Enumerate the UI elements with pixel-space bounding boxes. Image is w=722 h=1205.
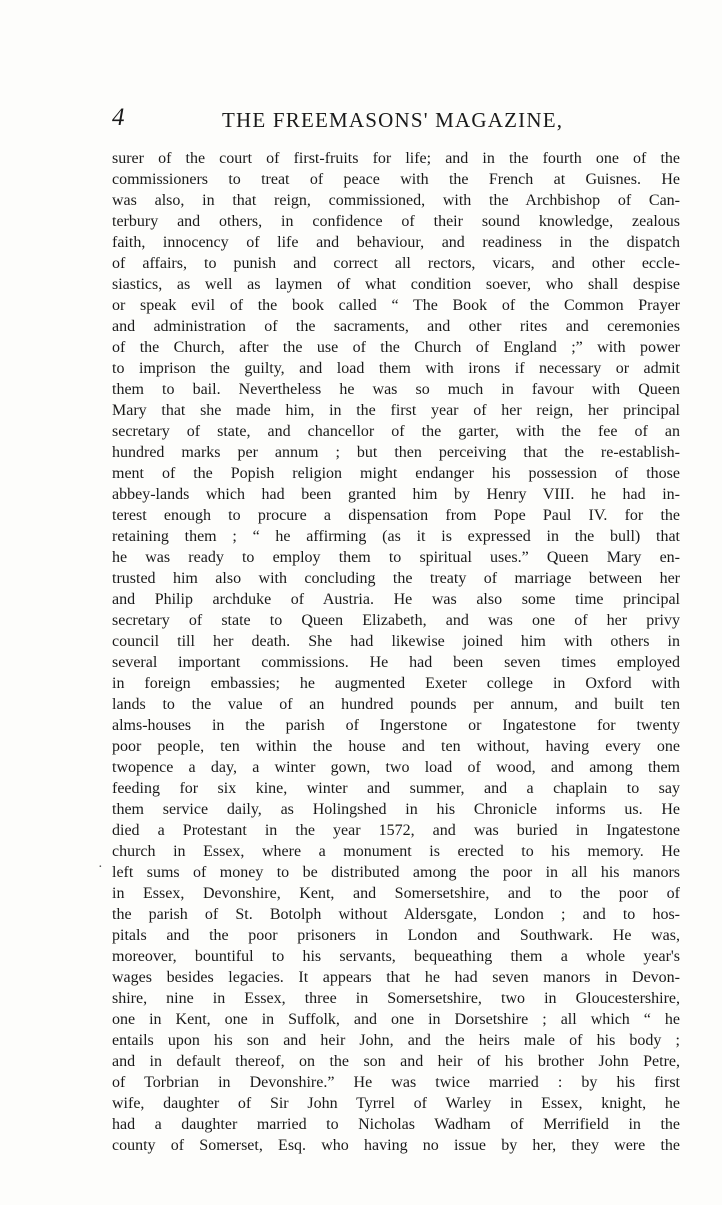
text-line: and Philip archduke of Austria. He was also some time principal <box>112 591 680 608</box>
text-line: was also, in that reign, commissioned, with the Archbishop of Can- <box>112 192 680 209</box>
text-line: or speak evil of the book called “ The Book of the Common Prayer <box>112 297 680 314</box>
margin-mark: · <box>98 860 103 875</box>
text-line: commissioners to treat of peace with the French at Guisnes. He <box>112 171 680 188</box>
text-line: faith, innocency of life and behaviour, and readiness in the dispatch <box>112 234 680 251</box>
text-line: twopence a day, a winter gown, two load of wood, and among them <box>112 759 680 776</box>
text-line: feeding for six kine, winter and summer, and a chaplain to say <box>112 780 680 797</box>
text-line: left sums of money to be distributed among the poor in all his manors <box>112 864 680 881</box>
text-line: church in Essex, where a monument is erected to his memory. He <box>112 843 680 860</box>
text-line: wages besides legacies. It appears that he had seven manors in Devon- <box>112 969 680 986</box>
text-line: the parish of St. Botolph without Aldersgate, London ; and to hos- <box>112 906 680 923</box>
text-line: secretary of state, and chancellor of the garter, with the fee of an <box>112 423 680 440</box>
text-line: alms-houses in the parish of Ingerstone or Ingatestone for twenty <box>112 717 680 734</box>
text-line: several important commissions. He had been seven times employed <box>112 654 680 671</box>
text-line: of affairs, to punish and correct all rectors, vicars, and other eccle- <box>112 255 680 272</box>
text-line: hundred marks per annum ; but then perceiving that the re-establish- <box>112 444 680 461</box>
text-line: one in Kent, one in Suffolk, and one in Dorsetshire ; all which “ he <box>112 1011 680 1028</box>
text-line: lands to the value of an hundred pounds per annum, and built ten <box>112 696 680 713</box>
text-line: of Torbrian in Devonshire.” He was twice married : by his first <box>112 1074 680 1091</box>
text-line: he was ready to employ them to spiritual uses.” Queen Mary en- <box>112 549 680 566</box>
text-line: in foreign embassies; he augmented Exeter college in Oxford with <box>112 675 680 692</box>
text-line: entails upon his son and heir John, and the heirs male of his body ; <box>112 1032 680 1049</box>
text-line: pitals and the poor prisoners in London and Southwark. He was, <box>112 927 680 944</box>
text-line: them to bail. Nevertheless he was so much in favour with Queen <box>112 381 680 398</box>
text-line: terbury and others, in confidence of their sound knowledge, zealous <box>112 213 680 230</box>
text-line: had a daughter married to Nicholas Wadham of Merrifield in the <box>112 1116 680 1133</box>
text-line: in Essex, Devonshire, Kent, and Somersetshire, and to the poor of <box>112 885 680 902</box>
text-line: of the Church, after the use of the Church of England ;” with power <box>112 339 680 356</box>
text-line: trusted him also with concluding the treaty of marriage between her <box>112 570 680 587</box>
text-line: to imprison the guilty, and load them with irons if necessary or admit <box>112 360 680 377</box>
text-line: and in default thereof, on the son and heir of his brother John Petre, <box>112 1053 680 1070</box>
text-line: siastics, as well as laymen of what condition soever, who shall despise <box>112 276 680 293</box>
text-line: ment of the Popish religion might endanger his possession of those <box>112 465 680 482</box>
text-line: them service daily, as Holingshed in his Chronicle informs us. He <box>112 801 680 818</box>
text-line: wife, daughter of Sir John Tyrrel of Warley in Essex, knight, he <box>112 1095 680 1112</box>
text-line: surer of the court of first-fruits for life; and in the fourth one of the <box>112 150 680 167</box>
page-header <box>112 104 682 138</box>
text-line: county of Somerset, Esq. who having no issue by her, they were the <box>112 1137 680 1154</box>
text-line: retaining them ; “ he affirming (as it is expressed in the bull) that <box>112 528 680 545</box>
text-line: council till her death. She had likewise joined him with others in <box>112 633 680 650</box>
text-line: poor people, ten within the house and ten without, having every one <box>112 738 680 755</box>
page-number: 4 <box>112 104 125 131</box>
text-line: moreover, bountiful to his servants, bequeathing them a whole year's <box>112 948 680 965</box>
text-line: terest enough to procure a dispensation from Pope Paul IV. for the <box>112 507 680 524</box>
text-line: abbey-lands which had been granted him by Henry VIII. he had in- <box>112 486 680 503</box>
running-title: THE FREEMASONS' MAGAZINE, <box>222 108 564 132</box>
text-line: died a Protestant in the year 1572, and was buried in Ingatestone <box>112 822 680 839</box>
text-line: Mary that she made him, in the first year of her reign, her principal <box>112 402 680 419</box>
body-text <box>112 148 692 1156</box>
text-line: shire, nine in Essex, three in Somersetshire, two in Gloucestershire, <box>112 990 680 1007</box>
text-line: and administration of the sacraments, and other rites and ceremonies <box>112 318 680 335</box>
text-line: secretary of state to Queen Elizabeth, and was one of her privy <box>112 612 680 629</box>
